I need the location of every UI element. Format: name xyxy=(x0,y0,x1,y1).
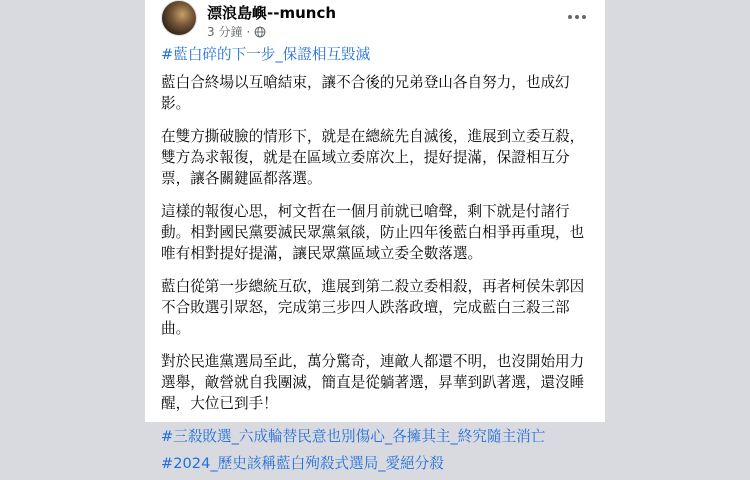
post-meta xyxy=(207,23,266,40)
hashtag-link[interactable]: #2024_歷史該稱藍白殉殺式選局_愛絕分殺 xyxy=(161,455,444,472)
post-time[interactable]: 3 分鐘 xyxy=(207,25,243,39)
post-header xyxy=(161,0,591,44)
post-paragraph: 藍白從第一步總統互砍，進展到第二殺立委相殺，再者柯侯朱郭因不合敗選引眾怒，完成第三步四人跌落政壇，完成藍白三殺三部曲。 xyxy=(161,278,585,337)
meta-separator: · xyxy=(246,24,251,39)
post-paragraph: 對於民進黨選局至此，萬分驚奇，連敵人都還不明，也沒開始用力選舉，敵營就自我團滅，簡直是從躺著選，昇華到趴著選，還沒睡醒，大位已到手！ xyxy=(161,353,585,412)
hashtag-link[interactable]: #藍白碎的下一步_保證相互毀滅 xyxy=(161,46,371,63)
avatar[interactable] xyxy=(161,0,197,36)
more-dot xyxy=(575,15,579,19)
hashtag-link[interactable]: #三殺敗選_六成輪替民意也別傷心_各擁其主_終究隨主消亡 xyxy=(161,428,546,445)
more-dot xyxy=(582,15,586,19)
post-body xyxy=(161,44,591,480)
more-dot xyxy=(568,15,572,19)
post-card xyxy=(145,0,605,472)
more-horizontal-icon[interactable] xyxy=(563,6,591,28)
globe-icon[interactable] xyxy=(254,26,266,38)
post-paragraph: 在雙方撕破臉的情形下，就是在總統先自滅後，進展到立委互殺，雙方為求報復，就是在區域立委席次上，提好提滿，保證相互分票，讓各關鍵區都落選。 xyxy=(161,128,585,187)
author-name[interactable]: 漂浪島嶼--munch xyxy=(207,4,337,22)
post-paragraph: 這樣的報復心思，柯文哲在一個月前就已嗆聲，剩下就是付諸行動。相對國民黨要滅民眾黨氣燄，防止四年後藍白相爭再重現，也唯有相對提好提滿，讓民眾黨區域立委全數落選。 xyxy=(161,203,585,262)
post-paragraph: 藍白合終場以互嗆結束，讓不合後的兄弟登山各自努力，也成幻影。 xyxy=(161,74,570,112)
